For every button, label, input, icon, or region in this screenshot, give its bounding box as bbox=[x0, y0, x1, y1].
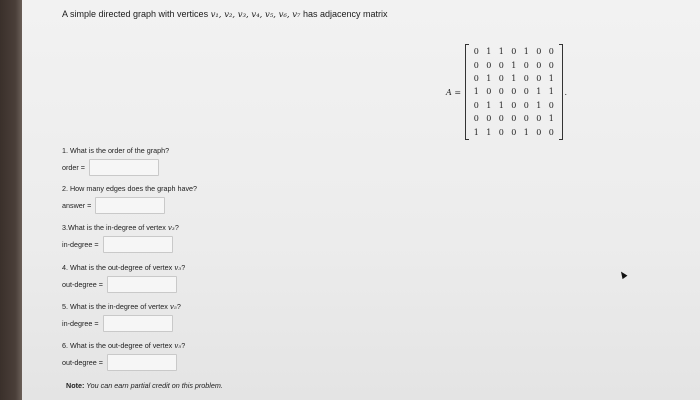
window-left-edge bbox=[0, 0, 22, 400]
problem-page bbox=[22, 0, 700, 400]
matrix-cell: 1 bbox=[486, 47, 492, 57]
matrix-cell: 1 bbox=[511, 60, 517, 70]
matrix-cell: 0 bbox=[498, 60, 504, 70]
question-2-prompt: 2. How many edges does the graph have? bbox=[62, 184, 198, 193]
matrix-cell: 0 bbox=[523, 60, 529, 70]
matrix-body bbox=[470, 45, 558, 139]
matrix-cell: 0 bbox=[486, 87, 492, 97]
matrix-row bbox=[470, 85, 558, 98]
matrix-cell: 1 bbox=[523, 127, 529, 137]
matrix-cell: 0 bbox=[486, 60, 492, 70]
matrix-row bbox=[470, 72, 558, 85]
matrix-cell: 1 bbox=[473, 87, 479, 97]
matrix-cell: 0 bbox=[523, 114, 529, 124]
matrix-cell: 1 bbox=[486, 100, 492, 110]
question-6 bbox=[62, 341, 185, 371]
question-3-prompt: 3.What is the in-degree of vertex v₃? bbox=[62, 223, 179, 232]
matrix-brackets bbox=[465, 44, 563, 140]
question-5-prompt: 5. What is the in-degree of vertex v₅? bbox=[62, 302, 181, 311]
matrix-cell: 0 bbox=[536, 114, 542, 124]
matrix-cell: 0 bbox=[473, 60, 479, 70]
matrix-cell: 0 bbox=[536, 127, 542, 137]
question-4 bbox=[62, 263, 185, 293]
question-3-label: in-degree = bbox=[62, 240, 99, 249]
matrix-cell: 0 bbox=[511, 100, 517, 110]
question-1-label: order = bbox=[62, 163, 85, 172]
note-text: You can earn partial credit on this problem. bbox=[84, 381, 223, 390]
vertex-list: v₁, v₂, v₃, v₄, v₅, v₆, v₇ bbox=[210, 10, 301, 20]
matrix-cell: 1 bbox=[523, 47, 529, 57]
question-3 bbox=[62, 223, 179, 253]
question-2 bbox=[62, 184, 197, 214]
matrix-cell: 1 bbox=[486, 74, 492, 84]
matrix-cell: 0 bbox=[536, 47, 542, 57]
matrix-cell: 0 bbox=[511, 127, 517, 137]
edges-input[interactable] bbox=[95, 197, 165, 214]
question-5-label: in-degree = bbox=[62, 319, 99, 328]
matrix-cell: 0 bbox=[498, 87, 504, 97]
in-degree-v3-input[interactable] bbox=[103, 236, 173, 253]
matrix-row bbox=[470, 99, 558, 112]
matrix-label: A = bbox=[446, 87, 462, 97]
matrix-cell: 1 bbox=[511, 74, 517, 84]
question-6-label: out-degree = bbox=[62, 358, 103, 367]
matrix-row bbox=[470, 112, 558, 125]
matrix-cell: 1 bbox=[548, 74, 554, 84]
matrix-cell: 1 bbox=[548, 114, 554, 124]
matrix-cell: 0 bbox=[498, 74, 504, 84]
matrix-cell: 0 bbox=[511, 87, 517, 97]
matrix-cell: 1 bbox=[486, 127, 492, 137]
problem-statement bbox=[62, 9, 388, 20]
partial-credit-note bbox=[66, 381, 223, 390]
mouse-cursor-icon bbox=[619, 270, 628, 279]
matrix-cell: 0 bbox=[548, 60, 554, 70]
matrix-cell: 0 bbox=[486, 114, 492, 124]
matrix-row bbox=[470, 59, 558, 72]
matrix-cell: 0 bbox=[473, 74, 479, 84]
matrix-cell: 0 bbox=[473, 114, 479, 124]
question-5 bbox=[62, 302, 181, 332]
matrix-cell: 1 bbox=[498, 47, 504, 57]
matrix-cell: 0 bbox=[523, 100, 529, 110]
matrix-row bbox=[470, 45, 558, 58]
matrix-cell: 1 bbox=[536, 87, 542, 97]
matrix-cell: 0 bbox=[498, 114, 504, 124]
matrix-cell: 0 bbox=[548, 127, 554, 137]
matrix-row bbox=[470, 125, 558, 138]
note-label: Note: bbox=[66, 381, 85, 390]
matrix-cell: 1 bbox=[548, 87, 554, 97]
question-2-label: answer = bbox=[62, 201, 92, 210]
adjacency-matrix bbox=[446, 42, 567, 142]
question-1-prompt: 1. What is the order of the graph? bbox=[62, 146, 170, 155]
question-1 bbox=[62, 146, 169, 176]
matrix-cell: 0 bbox=[548, 100, 554, 110]
matrix-cell: 0 bbox=[548, 47, 554, 57]
matrix-cell: 0 bbox=[536, 60, 542, 70]
matrix-period: . bbox=[564, 87, 568, 97]
question-4-label: out-degree = bbox=[62, 280, 103, 289]
order-input[interactable] bbox=[89, 159, 159, 176]
matrix-cell: 0 bbox=[523, 87, 529, 97]
matrix-cell: 0 bbox=[498, 127, 504, 137]
matrix-cell: 0 bbox=[473, 100, 479, 110]
statement-suffix: has adjacency matrix bbox=[300, 9, 388, 19]
out-degree-v3-input[interactable] bbox=[107, 276, 177, 293]
matrix-cell: 1 bbox=[536, 100, 542, 110]
matrix-cell: 0 bbox=[473, 47, 479, 57]
matrix-cell: 1 bbox=[498, 100, 504, 110]
in-degree-v5-input[interactable] bbox=[103, 315, 173, 332]
question-4-prompt: 4. What is the out-degree of vertex v₃? bbox=[62, 263, 186, 272]
matrix-cell: 0 bbox=[536, 74, 542, 84]
question-6-prompt: 6. What is the out-degree of vertex v₅? bbox=[62, 341, 186, 350]
out-degree-v5-input[interactable] bbox=[107, 354, 177, 371]
matrix-cell: 0 bbox=[511, 114, 517, 124]
statement-prefix: A simple directed graph with vertices bbox=[62, 9, 211, 19]
matrix-cell: 1 bbox=[473, 127, 479, 137]
matrix-cell: 0 bbox=[511, 47, 517, 57]
matrix-cell: 0 bbox=[523, 74, 529, 84]
